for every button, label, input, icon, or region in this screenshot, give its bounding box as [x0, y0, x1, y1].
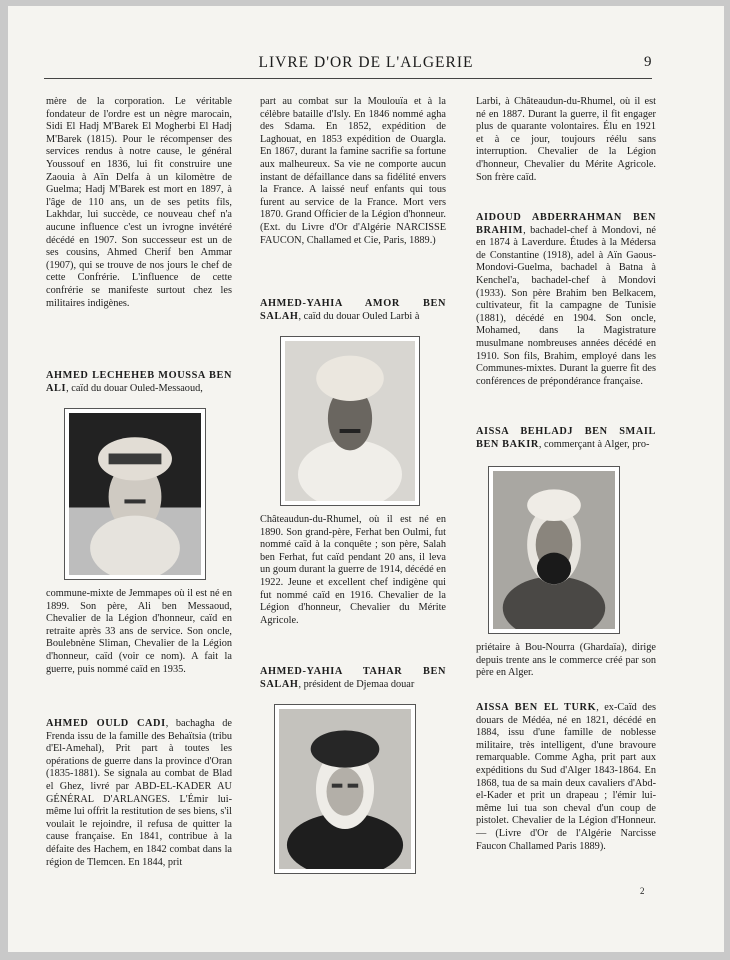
entry-amor-heading-block [260, 298, 446, 323]
entry-heading-rest: , président de Djemaa douar [298, 678, 415, 690]
col2-paragraph-1: part au combat sur la Moulouïa et à la célèbre bataille d'Isly. En 1846 nommé agha des Sdama. En 1852, expédition de Laghouat, en 1853 expédition de Ouargla. En 1867, durant la famine sacrifie sa fortune aux malheureux. Sa vie ne comporte aucun instant de défaillance dans sa fidélité envers la France. A laissé neuf enfants qui tous furent au service de la France. Mort vers 1870. Grand Officier de la Légion d'honneur. (Ext. du Livre d'Or d'Algérie NARCISSE FAUCON, Challamed et Cie, Paris, 1889.) [260, 96, 446, 246]
col1-paragraph-2: commune-mixte de Jemmapes où il est né en 1899. Son père, Ali ben Messaoud, Chevalier de la Légion d'honneur, caïd en retraite après 33 ans de service. Son oncle, Boulebnène Sliman, Chevalier de la Légion d'honneur, caïd (voir ce nom). A fait la guerre, puis nommé caïd en 1935. [46, 588, 232, 675]
page [8, 6, 724, 952]
entry-aidoud [476, 212, 656, 388]
signature-mark: 2 [640, 886, 645, 896]
entry-ould-cadi [46, 718, 232, 869]
portrait-image [69, 413, 201, 575]
col2-continued-text [260, 96, 446, 247]
entry-heading: AHMED OULD CADI [46, 718, 166, 729]
col1-paragraph-1: mère de la corporation. Le véritable fondateur de l'ordre est un nègre marocain, Sidi El Hadj M'Barek El Mogherbi El Hadj M'Barek (1815). Pour le récompenser des services rendus à notre cause, le général Youssouf en 1836, lui fit construire une Zaouia à Aïn Delfa à un kilomètre de Guelma; Hadj M'Barek est mort en 1897, à l'âge de 110 ans, un de ses petits fils, Lakhdar, lui succède, ce nouveau chef n'a aucune influence c'est un ivrogne invétéré décédé en 1907. Son successeur est un de ses cousins, Ahmed Cherif ben Ammar (1907), qui se trouve de nos jours le chef de cette Confrérie. L'influence de cette confrérie se manifeste surtout chez les militaires indigènes. [46, 96, 232, 309]
col3-paragraph-1: Larbi, à Châteaudun-du-Rhumel, où il est né en 1887. Durant la guerre, il fit engager plus de quarante volontaires. Élu en 1921 et à ce jour, toujours réélu sans interruption. Chevalier de la Légion d'honneur, Chevalier du Mérite Agricole. Son frère caïd. [476, 96, 656, 183]
header-rule [44, 78, 652, 79]
entry-text: , bachadel-chef à Mondovi, né en 1874 à Laverdure. Études à la Médersa de Constantine (1918), adel à Aïn Gaous-Mondovi-Guelma, bachadel à Batna à Kenchel'a, bachadel-chef à Mondovi (1933). Son père Brahim ben Belkacem, cultivateur, fit la campagne de Tunisie (1881), décédé en 1904. Son oncle, Mohamed, dans la Magistrature musulmane nombreuses années décédé en 1910. Son fils, Brahim, employé dans les Communes-mixtes. Durant la guerre fit des conférences de prépondérance française. [476, 224, 656, 387]
col3-paragraph-3: priétaire à Bou-Nourra (Ghardaïa), dirige depuis trente ans le commerce créé par son père en Alger. [476, 642, 656, 679]
col1-intro-text [46, 96, 232, 310]
portrait-photo-tahar [274, 704, 416, 874]
running-title: LIVRE D'OR DE L'ALGERIE [258, 54, 474, 71]
entry-el-turk [476, 702, 656, 853]
entry-amor-text [260, 514, 446, 627]
portrait-photo-behladj [488, 466, 620, 634]
entry-heading-rest: , caïd du douar Ouled-Messaoud, [66, 382, 203, 394]
entry-lecheheb-heading-block [46, 370, 232, 395]
entry-heading: AIDOUD ABDERRAHMAN BEN BRAHIM [476, 212, 656, 236]
portrait-image [279, 709, 411, 869]
entry-text: , ex-Caïd des douars de Médéa, né en 1821, décédé en 1884, issu d'une famille de noblesse militaire, très intelligent, d'une bravoure remarquable. Comme Agha, prit part aux expéditions du Sud d'Alger 1843-1864. En 1868, tua de sa main deux cavaliers d'Abd-el-Kader et prit un drapeau ; l'émir lui-même lui tua son cheval d'un coup de pistolet. Chevalier de la Légion d'Honneur. — (Livre d'Or de l'Algérie Narcisse Faucon Challamed Paris 1889). [476, 702, 657, 852]
portrait-image [285, 341, 415, 501]
entry-heading: AISSA BEHLADJ BEN SMAIL BEN BAKIR [476, 426, 656, 450]
col2-paragraph-2: Châteaudun-du-Rhumel, où il est né en 1890. Son grand-père, Ferhat ben Oulmi, fut nommé caïd à la conquête ; son père, Salah ben Ferhat, fut caïd pendant 20 ans, il leva un goum durant la guerre de 1914, décédé en 1922. Jeune et excellent chef indigène qui fut nommé caïd en 1916. Chevalier de la Légion d'honneur, Chevalier du Mérite Agricole. [260, 514, 446, 626]
page-number: 9 [644, 54, 652, 70]
entry-text: , bachagha de Frenda issu de la famille des Behaïtsia (tribu d'El-Amehal), Prit part à toutes les opérations de guerre dans la province d'Oran (1835-1881). Se signala au combat de Blad el Ghez, livré par ABD-EL-KADER AU GÉNÉRAL D'ARLANGES. L'Émir lui-même lui offrit la restitution de ses biens, s'il voulait le rejoindre, il refusa de quitter la cause française. En 1841, contribue à la défaite des Hachem, en 1842 combat dans la région de Tlemcen. En 1844, prit [46, 718, 232, 868]
entry-behladj-heading-block [476, 426, 656, 451]
col3-continued-text [476, 96, 656, 184]
entry-lecheheb-text [46, 588, 232, 676]
entry-heading: AHMED LECHEHEB MOUSSA BEN ALI [46, 370, 232, 394]
entry-heading: AISSA BEN EL TURK [476, 702, 597, 713]
entry-heading-rest: , caïd du douar Ouled Larbi à [298, 310, 420, 322]
portrait-photo-amor [280, 336, 420, 506]
entry-heading: AHMED-YAHIA AMOR BEN SALAH [260, 298, 446, 322]
entry-tahar-heading-block [260, 666, 446, 691]
entry-heading-rest: , commerçant à Alger, pro- [538, 438, 650, 450]
entry-behladj-text [476, 642, 656, 680]
entry-heading: AHMED-YAHIA TAHAR BEN SALAH [260, 666, 446, 690]
portrait-photo-lecheheb [64, 408, 206, 580]
portrait-image [493, 471, 615, 629]
